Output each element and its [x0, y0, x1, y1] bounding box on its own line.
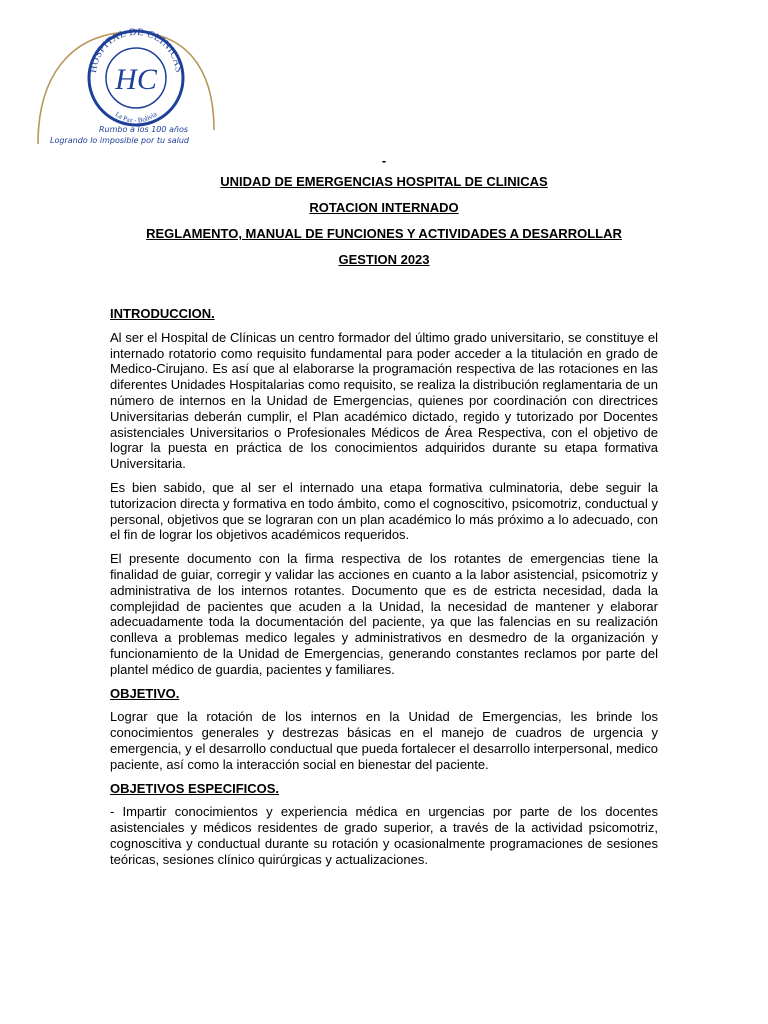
objetivo-paragraph: Lograr que la rotación de los internos en la Unidad de Emergencias, les brinde los conocimientos generales y destrezas básicas en el manejo de cuadros de urgencia y emergencia, y el desarrollo conductual que pueda fortalecer el desarrollo interpersonal, medico paciente, así como la interacción social en bienestar del paciente.	[110, 709, 658, 772]
section-title-introduccion: INTRODUCCION.	[110, 306, 215, 321]
hospital-logo	[34, 26, 230, 152]
logo-tagline-1: Rumbo a los 100 años	[99, 125, 189, 134]
document-body	[110, 306, 658, 876]
heading-gestion: GESTION 2023	[338, 252, 430, 267]
logo-bottom-text: La Paz - Bolivia	[113, 110, 159, 125]
intro-paragraph-2: Es bien sabido, que al ser el internado una etapa formativa culminatoria, debe seguir la tutorizacion directa y formativa en todo ámbito, como el cognoscitivo, psicomotriz, conductual y personal, objetivos que se lograran con un plan académico lo más próximo a lo adecuado, con el fin de lograr los objetivos académicos requeridos.	[110, 479, 658, 543]
logo-monogram: HC	[115, 63, 157, 96]
section-title-objetivos-especificos: OBJETIVOS ESPECIFICOS.	[110, 780, 280, 796]
logo-emblem	[34, 26, 230, 152]
intro-paragraph-3: El presente documento con la firma respectiva de los rotantes de emergencias tiene la finalidad de guiar, corregir y validar las acciones en cuanto a la labor asistencial, psicomotriz y administrativa de los internos rotantes. Documento que es de estricta necesidad, dada la complejidad de pacientes que acuden a la Unidad, la necesidad de mantener y elaborar adecuadamente toda la documentación del paciente, ya que las falencias en su realización conlleva a problemas medico legales y administrativos en desmedro de la organización y funcionamiento de la Unidad de Emergencias, generando constantes reclamos por parte del plantel médico de guardia, pacientes y familiares.	[110, 551, 658, 677]
intro-paragraph-1: Al ser el Hospital de Clínicas un centro formador del último grado universitario, se constituye el internado rotatorio como requisito fundamental para poder acceder a la titulación en grado de Medico-Cirujano. Es así que al elaborarse la programación respectiva de las rotaciones en las diferentes Unidades Hospitalarias como requisito, se realiza la distribución reglamentaria de un número de internos en la Unidad de Emergencias, quienes por coordinación con directrices Universitarias deberán cumplir, el Plan académico dictado, regido y tutorizado por Docentes asistenciales Universitarios o Profesionales Médicos de Área Respectiva, con el objetivo de lograr la puesta en práctica de los conocimientos adquiridos durante su etapa formativa Universitaria.	[110, 329, 658, 472]
document-headings	[0, 174, 768, 278]
section-title-objetivo: OBJETIVO.	[110, 685, 180, 701]
logo-tagline-2: Logrando lo imposible por tu salud	[50, 136, 190, 145]
heading-unit: UNIDAD DE EMERGENCIAS HOSPITAL DE CLINICAS	[220, 174, 548, 189]
heading-regulation: REGLAMENTO, MANUAL DE FUNCIONES Y ACTIVIDADES A DESARROLLAR	[146, 226, 622, 241]
heading-rotation: ROTACION INTERNADO	[309, 200, 459, 215]
header-dash: -	[381, 153, 387, 168]
objetivos-especificos-paragraph: - Impartir conocimientos y experiencia médica en urgencias por parte de los docentes asistenciales y médicos residentes de grado superior, a través de la actividad psicomotriz, cognoscitiva y conductual durante su rotación y ocasionalmente programaciones de sesiones teóricas, sesiones clínico quirúrgicas y actualizaciones.	[110, 804, 658, 867]
logo-ring-text: HOSPITAL DE CLINICAS	[87, 26, 185, 74]
